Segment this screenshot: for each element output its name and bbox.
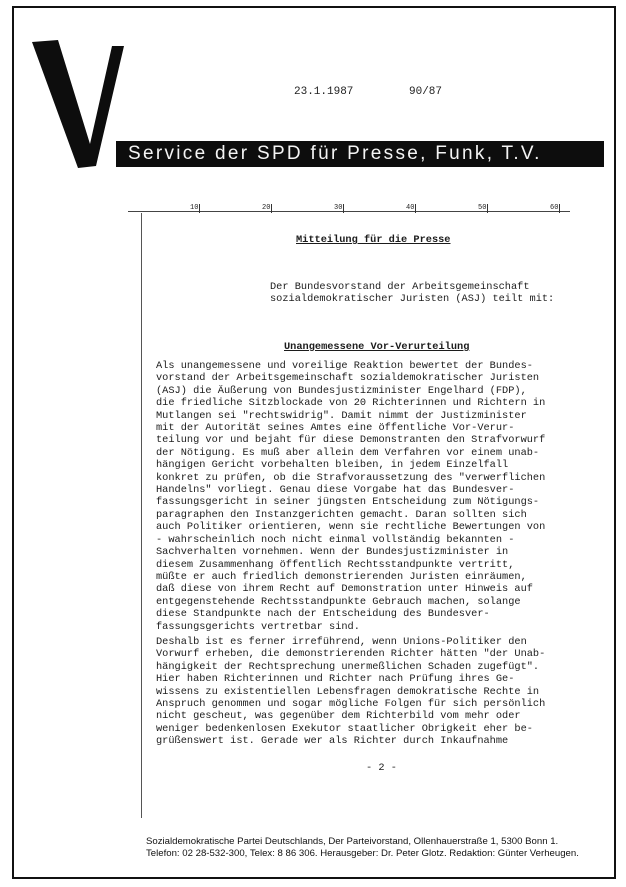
ruler-tick: 30 [334, 204, 343, 212]
document-page [12, 6, 616, 879]
paragraph-2: Deshalb ist es ferner irreführend, wenn Unions-Politiker den Vorwurf erheben, die demonstrierenden Richter hätten "der Unab- hängigkeit der Rechtsprechung unermeßlichen Schaden zugefügt". Hier haben Richterinnen und Richter nach Prüfung ihres Ge- wissens zu existentiellen Lebensfragen demokratische Rechte in Anspruch genommen und sogar mögliche Folgen für sich persönlich nicht gescheut, was gegenüber dem Richterbild vom mehr oder weniger bedenkenlosen Exekutor staatlicher Obrigkeit eher be- grüßenswert ist. Gerade wer als Richter durch Inkaufnahme [156, 636, 546, 748]
v-logo-icon [28, 34, 128, 174]
ruler-tick: 60 [550, 204, 559, 212]
service-banner: Service der SPD für Presse, Funk, T.V. [116, 141, 604, 167]
intro-text: Der Bundesvorstand der Arbeitsgemeinschaft sozialdemokratischer Juristen (ASJ) teilt mit: [270, 281, 555, 306]
release-number: 90/87 [409, 86, 443, 98]
footer-contact: Telefon: 02 28-532-300, Telex: 8 86 306. Herausgeber: Dr. Peter Glotz. Redaktion: Günter Verheugen. [146, 848, 579, 859]
release-date: 23.1.1987 [294, 86, 354, 98]
footer-address: Sozialdemokratische Partei Deutschlands, Der Parteivorstand, Ollenhauerstraße 1, 5300 Bonn 1. [146, 836, 559, 847]
ruler-tick: 40 [406, 204, 415, 212]
form-left-rule [141, 213, 142, 818]
ruler-tick: 10 [190, 204, 199, 212]
ruler-tick: 50 [478, 204, 487, 212]
document-title: Mitteilung für die Presse [296, 234, 451, 246]
ruler-tick: 20 [262, 204, 271, 212]
column-ruler [128, 204, 570, 218]
page-number: - 2 - [366, 762, 397, 774]
article-headline: Unangemessene Vor-Verurteilung [284, 341, 470, 353]
footer [146, 836, 606, 860]
paragraph-1: Als unangemessene und voreilige Reaktion bewertet der Bundes- vorstand der Arbeitsgemeinschaft sozialdemokratischer Juristen (ASJ) die Äußerung von Bundesjustizminister Engelhard (FDP), die friedliche Sitzblockade von 20 Richterinnen und Richtern in Mutlangen sei "rechtswidrig". Damit nimmt der Justizminister mit der Autorität seines Amtes eine öffentliche Vor-Verur- teilung vor und bejaht für diese Demonstranten den Strafvorwurf der Nötigung. Es muß aber allein dem Verfahren vor einem unab- hängigen Gericht vorbehalten bleiben, in jedem Einzelfall konkret zu prüfen, ob die Strafvoraussetzung des "verwerflichen Handelns" vorliegt. Genau diese Vorgabe hat das Bundesver- fassungsgericht in seiner jüngsten Entscheidung zum Nötigungs- paragraphen den Instanzgerichten gemacht. Daran sollten sich auch Politiker orientieren, wenn sie rechtliche Bewertungen von - wahrscheinlich noch nicht einmal vollständig bekannten - Sachverhalten vornehmen. Wenn der Bundesjustizminister in diesem Zusammenhang öffentlich Rechtsstandpunkte vertritt, müßte er auch friedlich demonstrierenden Juristen einräumen, daß diese von ihrem Recht auf Demonstration unter Hinweis auf entgegenstehende Rechtsstandpunkte Gebrauch machen, solange diese Standpunkte nach der Entscheidung des Bundesver- fassungsgerichts vertretbar sind. [156, 360, 546, 633]
